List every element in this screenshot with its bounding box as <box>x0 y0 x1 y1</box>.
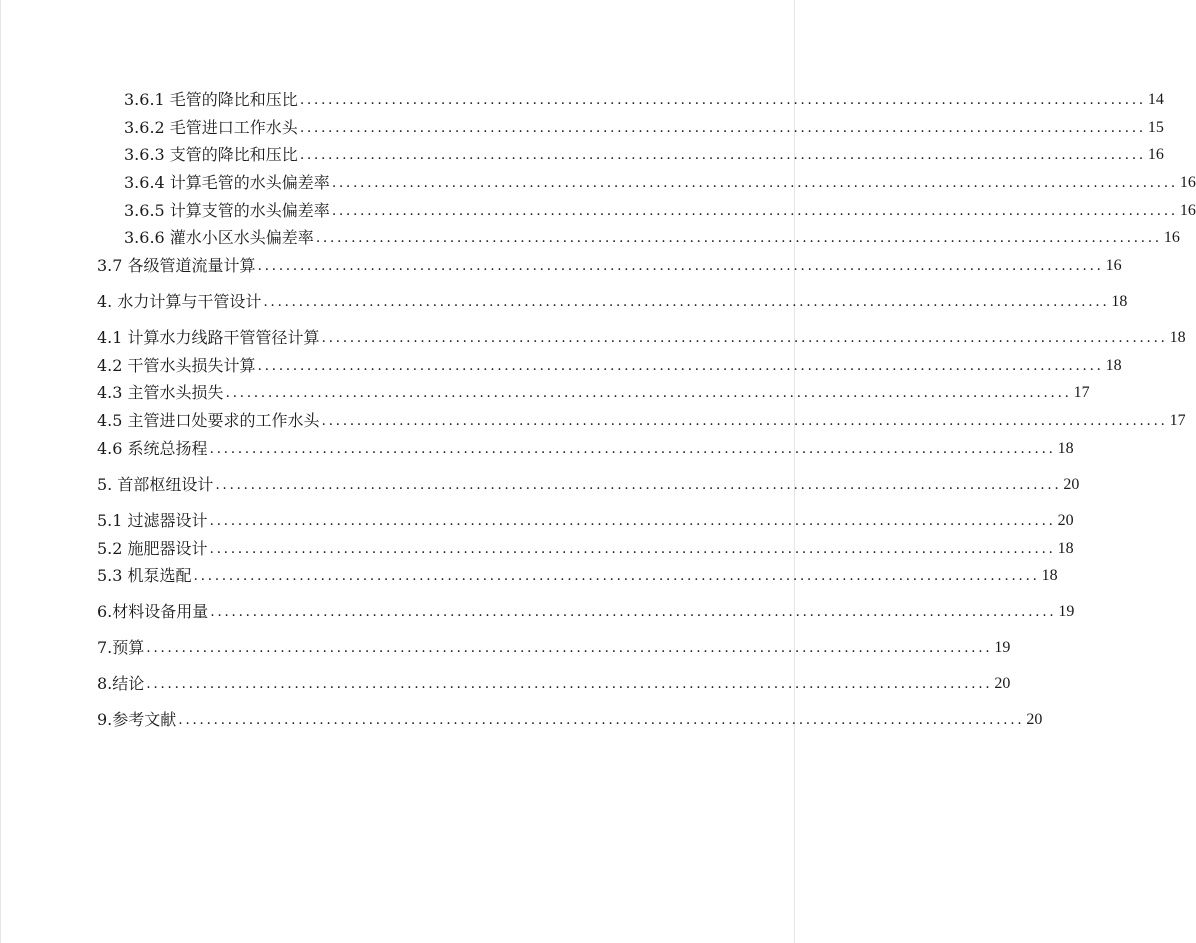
toc-entry-page: 16 <box>1163 229 1180 246</box>
toc-entry[interactable] <box>124 116 1164 138</box>
toc-entry[interactable] <box>97 409 1186 431</box>
toc-entry-title: 7.预算 <box>97 638 145 657</box>
toc-entry[interactable] <box>97 537 1074 559</box>
dot-leader: ........................................................................................................................ <box>263 294 1110 310</box>
dot-leader: ........................................................................................................................ <box>331 175 1178 191</box>
toc-entry[interactable] <box>97 708 1043 730</box>
toc-entry-title: 4.2 干管水头损失计算 <box>97 356 256 375</box>
toc-entry-page: 16 <box>1179 174 1196 191</box>
toc-entry[interactable] <box>97 437 1074 459</box>
toc-entry-title: 6.材料设备用量 <box>97 602 209 621</box>
toc-entry-page: 16 <box>1105 257 1122 274</box>
toc-entry-page: 18 <box>1169 329 1186 346</box>
toc-entry-page: 17 <box>1169 412 1186 429</box>
toc-entry-page: 16 <box>1147 146 1164 163</box>
dot-leader: ........................................................................................................................ <box>193 568 1040 584</box>
toc-entry-title: 3.6.5 计算支管的水头偏差率 <box>124 201 330 220</box>
toc-entry-title: 3.6.6 灌水小区水头偏差率 <box>124 228 314 247</box>
toc-entry-title: 4.6 系统总扬程 <box>97 439 208 458</box>
dot-leader: ........................................................................................................................ <box>299 92 1146 108</box>
toc-entry-title: 5.3 机泵选配 <box>97 566 192 585</box>
toc-entry-page: 18 <box>1105 357 1122 374</box>
toc-entry-title: 4.5 主管进口处要求的工作水头 <box>97 411 320 430</box>
toc-entry[interactable] <box>97 326 1186 348</box>
toc-entry-title: 3.7 各级管道流量计算 <box>97 256 256 275</box>
toc-entry-page: 18 <box>1111 293 1128 310</box>
toc-entry[interactable] <box>97 672 1011 694</box>
dot-leader: ........................................................................................................................ <box>299 147 1146 163</box>
dot-leader: ........................................................................................................................ <box>299 120 1146 136</box>
toc-entry-title: 3.6.1 毛管的降比和压比 <box>124 90 298 109</box>
toc-entry[interactable] <box>97 381 1090 403</box>
toc-entry[interactable] <box>124 199 1196 221</box>
toc-entry-title: 3.6.2 毛管进口工作水头 <box>124 118 298 137</box>
toc-entry[interactable] <box>97 354 1122 376</box>
toc-entry-page: 18 <box>1057 540 1074 557</box>
toc-entry-page: 20 <box>1063 476 1080 493</box>
toc-entry[interactable] <box>124 143 1164 165</box>
dot-leader: ........................................................................................................................ <box>315 230 1162 246</box>
table-of-contents <box>1 0 1196 943</box>
toc-entry-page: 15 <box>1147 119 1164 136</box>
dot-leader: ........................................................................................................................ <box>146 676 993 692</box>
toc-entry-title: 4.1 计算水力线路干管管径计算 <box>97 328 320 347</box>
toc-entry-page: 17 <box>1073 384 1090 401</box>
dot-leader: ........................................................................................................................ <box>178 712 1025 728</box>
toc-entry[interactable] <box>97 636 1011 658</box>
toc-entry-title: 3.6.3 支管的降比和压比 <box>124 145 298 164</box>
toc-entry[interactable] <box>124 88 1164 110</box>
toc-entry-page: 14 <box>1147 91 1164 108</box>
toc-entry-page: 18 <box>1041 567 1058 584</box>
dot-leader: ........................................................................................................................ <box>210 604 1057 620</box>
dot-leader: ........................................................................................................................ <box>146 640 993 656</box>
toc-entry-title: 4.3 主管水头损失 <box>97 383 224 402</box>
toc-entry[interactable] <box>97 254 1122 276</box>
toc-entry[interactable] <box>124 171 1196 193</box>
dot-leader: ........................................................................................................................ <box>331 203 1178 219</box>
toc-entry-title: 8.结论 <box>97 674 145 693</box>
dot-leader: ........................................................................................................................ <box>257 358 1104 374</box>
toc-entry-page: 19 <box>994 639 1011 656</box>
toc-entry-page: 19 <box>1058 603 1075 620</box>
toc-entry-title: 3.6.4 计算毛管的水头偏差率 <box>124 173 330 192</box>
toc-entry-title: 5.2 施肥器设计 <box>97 539 208 558</box>
toc-entry[interactable] <box>97 290 1128 312</box>
dot-leader: ........................................................................................................................ <box>209 441 1056 457</box>
dot-leader: ........................................................................................................................ <box>209 513 1056 529</box>
dot-leader: ........................................................................................................................ <box>321 330 1168 346</box>
toc-entry-page: 16 <box>1179 202 1196 219</box>
toc-entry-title: 5. 首部枢纽设计 <box>97 475 214 494</box>
dot-leader: ........................................................................................................................ <box>209 541 1056 557</box>
dot-leader: ........................................................................................................................ <box>225 385 1072 401</box>
toc-entry-page: 20 <box>994 675 1011 692</box>
dot-leader: ........................................................................................................................ <box>257 258 1104 274</box>
toc-entry-page: 18 <box>1057 440 1074 457</box>
toc-entry[interactable] <box>97 509 1074 531</box>
toc-entry[interactable] <box>97 473 1080 495</box>
dot-leader: ........................................................................................................................ <box>321 413 1168 429</box>
toc-entry-page: 20 <box>1057 512 1074 529</box>
toc-entry[interactable] <box>124 226 1180 248</box>
dot-leader: ........................................................................................................................ <box>215 477 1062 493</box>
toc-entry-page: 20 <box>1026 711 1043 728</box>
toc-entry[interactable] <box>97 564 1058 586</box>
toc-entry-title: 4. 水力计算与干管设计 <box>97 292 262 311</box>
toc-entry-title: 5.1 过滤器设计 <box>97 511 208 530</box>
toc-entry[interactable] <box>97 600 1075 622</box>
toc-entry-title: 9.参考文献 <box>97 710 177 729</box>
